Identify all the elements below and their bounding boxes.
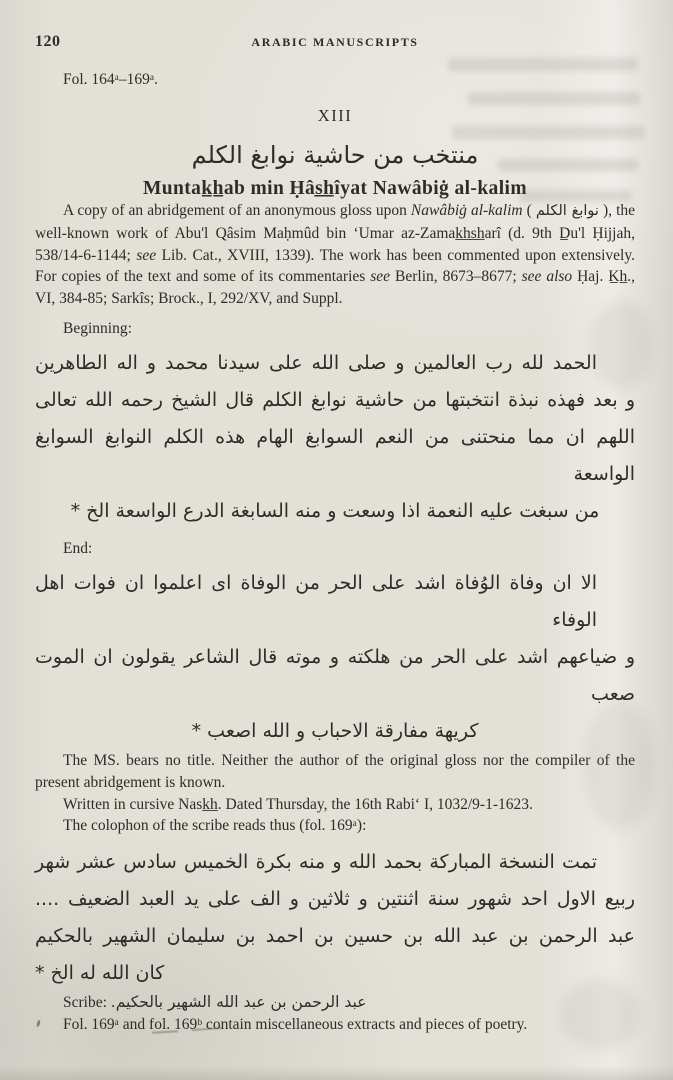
- scan-smudge: [585, 700, 655, 830]
- description-text: (: [522, 202, 536, 219]
- bleed-through-ghost: [520, 190, 632, 202]
- arabic-line: من سبغت عليه النعمة اذا وسعت و منه السابغة الدرع الواسعة الخ *: [70, 499, 600, 522]
- bleed-through-ghost: [448, 58, 638, 71]
- scribe-name-arabic: عبد الرحمن بن عبد الله الشهير بالحكيم.: [110, 993, 367, 1012]
- arabic-line: و بعد فهذه نبذة انتخبتها من حاشية نوابغ الكلم قال الشيخ رحمه الله تعالى: [35, 388, 635, 411]
- scribe-label: Scribe:: [63, 994, 111, 1012]
- colophon-arabic-block: [35, 844, 635, 992]
- arabic-line: عبد الرحمن بن عبد الله بن حسين بن احمد بن سليمان الشهير بالحكيم: [35, 925, 635, 948]
- entry-title-arabic: منتخب من حاشية نوابغ الكلم: [191, 141, 479, 169]
- bleed-through-ghost: [468, 92, 640, 105]
- entry-title-transliteration: Muntak̲h̲ab min Ḥâs̲h̲îyat Nawâbiġ al-kalim: [142, 178, 527, 199]
- bleed-through-ghost: [498, 159, 638, 171]
- description-text: Berlin, 8673–8677;: [390, 268, 522, 286]
- arabic-line: كان الله له الخ *: [35, 962, 165, 985]
- description-text: Ḥaj. K̲h̲., VI, 384-85; Sarkîs; Brock., I, 292/XV, and Suppl.: [35, 268, 635, 308]
- work-title-inline-arabic: نوابغ الكلم: [535, 203, 599, 219]
- running-header: ARABIC MANUSCRIPTS: [251, 35, 419, 49]
- entry-number: XIII: [317, 106, 353, 125]
- colophon-intro: The colophon of the scribe reads thus (fol. 169ᵃ):: [63, 817, 367, 835]
- scribe-line: [35, 992, 635, 1014]
- folio-range: Fol. 164ᵃ–169ᵃ.: [63, 71, 159, 88]
- arabic-line: الحمد لله رب العالمين و صلى الله على سيدنا محمد و اله الطاهرين: [35, 351, 597, 374]
- arabic-line: ربيع الاول احد شهور سنة اثنتين و ثلاثين و الف على يد العبد الضعيف ....: [35, 888, 635, 911]
- description-text: A copy of an abridgement of an anonymous gloss upon: [63, 202, 411, 219]
- see-also-reference: see also: [521, 268, 573, 286]
- arabic-line: اللهم ان مما منحتنى من النعم السوابغ الهام هذه الكلم النوابغ السوابغ الواسعة: [35, 425, 635, 485]
- beginning-arabic-block: [35, 345, 635, 530]
- end-arabic-block: [35, 565, 635, 750]
- arabic-line: و ضياعهم اشد على الحر من هلكته و موته قال الشاعر يقولون ان الموت صعب: [35, 645, 635, 705]
- arabic-line: تمت النسخة المباركة بحمد الله و منه بكرة الخميس سادس عشر شهر: [35, 851, 597, 874]
- bleed-through-ghost: [452, 126, 644, 139]
- description-paragraph: [35, 200, 635, 310]
- description-text: Lib. Cat., XVIII, 1339). The work has been commented upon extensively. For copies of the text and some of its commentaries: [35, 246, 635, 286]
- scan-smudge: [592, 300, 652, 390]
- description-text: ), the well-known work of Abu'l Qâsim Maḥmûd bin ʻUmar az-Zamak̲h̲s̲h̲arî (d. 9th D̲u'l Ḥijjah, 538/14-6-1144;: [35, 202, 636, 264]
- arabic-line: الا ان وفاة الوُفاة اشد على الحر من الوفاة اى اعلموا ان فوات اهل الوفاء: [35, 571, 597, 631]
- work-title-italic: Nawâbiġ al-kalim: [410, 202, 523, 219]
- note-no-title: The MS. bears no title. Neither the author of the original gloss nor the compiler of the present abridgement is known.: [35, 751, 635, 791]
- page-number: 120: [35, 33, 61, 50]
- see-reference: see: [370, 268, 391, 286]
- scan-smudge: [560, 980, 640, 1050]
- page-header: [35, 33, 635, 50]
- closing-paragraph: Fol. 169ᵃ and fol. 169ᵇ contain miscellaneous extracts and pieces of poetry.: [63, 1015, 528, 1033]
- see-reference: see: [136, 246, 157, 264]
- beginning-label: Beginning:: [63, 319, 132, 337]
- note-script-date: Written in cursive Nask̲h̲. Dated Thursday, the 16th Rabiʻ I, 1032/9-1-1623.: [63, 795, 533, 813]
- end-label: End:: [63, 539, 93, 557]
- arabic-line: كريهة مفارقة الاحباب و الله اصعب *: [191, 719, 479, 742]
